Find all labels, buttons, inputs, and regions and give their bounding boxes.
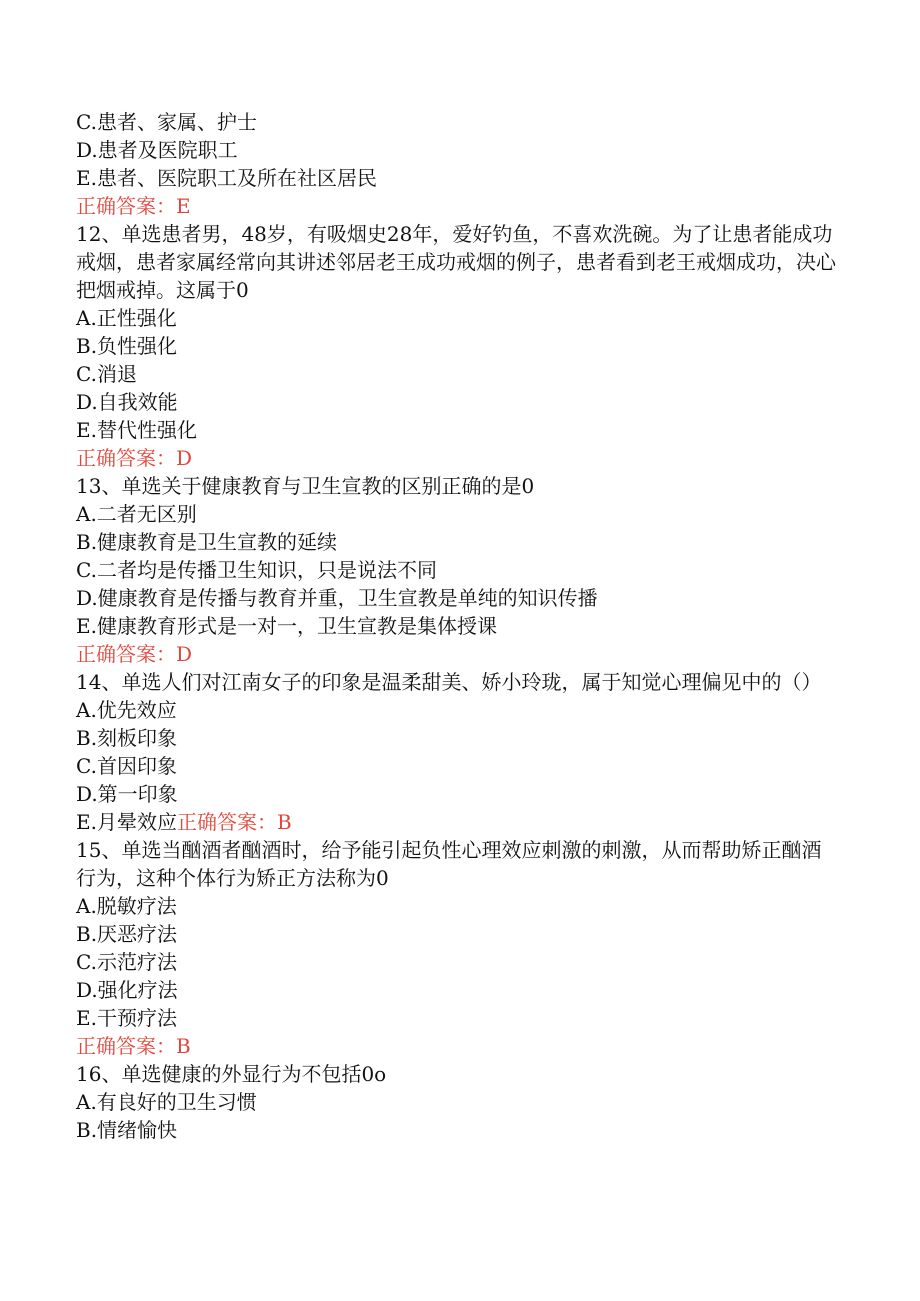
q12-option-e: E.替代性强化 <box>76 418 197 442</box>
q12-option-a: A.正性强化 <box>76 306 177 330</box>
q14-option-e-with-answer <box>76 808 836 836</box>
q14-option-a: A.优先效应 <box>76 698 177 722</box>
q15-option-d: D.强化疗法 <box>76 978 178 1002</box>
q15-answer: 正确答案：B <box>76 1034 191 1058</box>
q14-option-e: E.月晕效应 <box>76 810 177 834</box>
q11-answer: 正确答案：E <box>76 194 191 218</box>
exam-text <box>76 108 836 1144</box>
q13-option-b: B.健康教育是卫生宣教的延续 <box>76 530 338 554</box>
q12-answer: 正确答案：D <box>76 446 193 470</box>
q12-option-d: D.自我效能 <box>76 390 178 414</box>
q14-question: 14、单选人们对江南女子的印象是温柔甜美、娇小玲珑，属于知觉心理偏见中的（） <box>76 670 822 694</box>
q15-option-e: E.干预疗法 <box>76 1006 177 1030</box>
q14-option-b: B.刻板印象 <box>76 726 178 750</box>
q11-option-e: E.患者、医院职工及所在社区居民 <box>76 166 377 190</box>
q15-question: 15、单选当酗酒者酗酒时，给予能引起负性心理效应刺激的刺激，从而帮助矫正酗酒行为，这种个体行为矫正方法称为0 <box>76 838 822 890</box>
q14-answer: 正确答案：B <box>176 810 292 834</box>
q13-option-c: C.二者均是传播卫生知识，只是说法不同 <box>76 558 437 582</box>
q15-option-b: B.厌恶疗法 <box>76 922 178 946</box>
q16-question: 16、单选健康的外显行为不包括0o <box>76 1062 387 1086</box>
q13-answer: 正确答案：D <box>76 642 193 666</box>
q14-option-c: C.首因印象 <box>76 754 177 778</box>
q12-option-b: B.负性强化 <box>76 334 178 358</box>
q16-option-a: A.有良好的卫生习惯 <box>76 1090 257 1114</box>
q11-option-c: C.患者、家属、护士 <box>76 110 257 134</box>
q13-option-d: D.健康教育是传播与教育并重，卫生宣教是单纯的知识传播 <box>76 586 598 610</box>
q13-question: 13、单选关于健康教育与卫生宣教的区别正确的是0 <box>76 474 535 498</box>
q13-option-e: E.健康教育形式是一对一，卫生宣教是集体授课 <box>76 614 497 638</box>
q15-option-a: A.脱敏疗法 <box>76 894 177 918</box>
q12-option-c: C.消退 <box>76 362 137 386</box>
q12-question: 12、单选患者男，48岁，有吸烟史28年，爱好钓鱼，不喜欢洗碗。为了让患者能成功戒烟，患者家属经常向其讲述邻居老王成功戒烟的例子，患者看到老王戒烟成功，决心把烟戒掉。这属于0 <box>76 222 836 302</box>
q15-option-c: C.示范疗法 <box>76 950 177 974</box>
q11-option-d: D.患者及医院职工 <box>76 138 238 162</box>
q13-option-a: A.二者无区别 <box>76 502 197 526</box>
q14-option-d: D.第一印象 <box>76 782 178 806</box>
q16-option-b: B.情绪愉快 <box>76 1118 178 1142</box>
